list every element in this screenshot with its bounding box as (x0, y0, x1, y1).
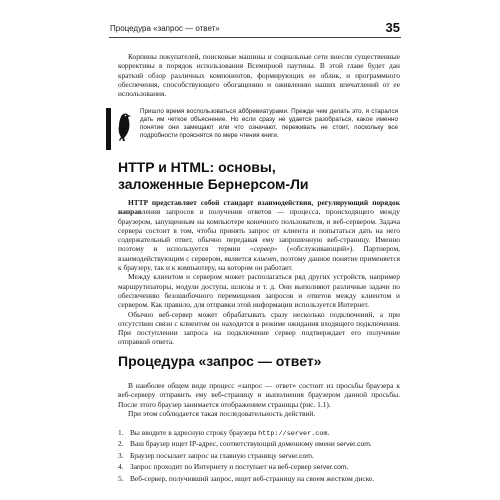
step-text: Запрос проходит по Интернету и поступает на веб-сервер server.com. (130, 462, 349, 472)
intro-text: Корпины покупателей, поисковые машины и социальные сети внесли существенные коррективы в порядок использования Всемирной паутины. В этой главе будет дан краткий обзор различных компонентов, формирующих ее облик, и программного обеспечения, способствующего обогащению и оживлению наших впечатлений от ее использования. (118, 52, 400, 99)
procedure-paragraph-2: При этом соблюдается такая последовательность действий. (128, 408, 316, 418)
heading-http-line2: заложенные Бернерсом-Ли (118, 176, 309, 192)
step-text: Браузер посылает запрос на главную страницу server.com. (130, 450, 314, 460)
heading-http-line1: HTTP и HTML: основы, (118, 159, 276, 175)
step-number: 1. (118, 428, 124, 437)
header-rule (109, 37, 401, 38)
step-code: server.com (336, 441, 370, 449)
step-number: 4. (118, 462, 124, 472)
note-text: Пришло время воспользоваться аббревиатурами. Прежде чем делать это, я старался дать им четкое объяснение. Но если сразу не удается разобраться, какое именно понятие они замещают или что означают, переживать не стоит, поскольку все подробности прояснятся по мере чтения книги. (140, 108, 398, 140)
procedure-section-body (118, 381, 400, 418)
step-number: 2. (118, 439, 124, 449)
http-definition: HTTP представляет собой стандарт взаимодействия, регулирующий порядок направ (118, 198, 400, 217)
step-number: 5. (118, 473, 124, 483)
list-item (118, 474, 400, 484)
step-text: Ваш браузер ищет IP-адрес, соответствующий доменному имени server.com. (130, 439, 372, 449)
intro-paragraph (118, 52, 400, 98)
note-box (106, 108, 402, 150)
heading-request-response: Процедура «запрос — ответ» (118, 353, 322, 369)
http-p1-text-3: , поэтому данное понятие применяется к браузеру, так и к компьютеру, на котором он работает. (118, 253, 400, 273)
list-item (118, 439, 400, 450)
list-item (118, 451, 400, 462)
http-paragraph-3: Обычно веб-сервер может обрабатывать сразу несколько подключений, а при отсутствии связи с клиентом он находится в режиме ожидания входящего подключения. При поступлении запроса на подключение сервер подтверждает его получение отправкой ответа. (118, 309, 400, 347)
step-text: Вы вводите в адресную строку браузера http://server.com. (130, 428, 330, 438)
step-text: Веб-сервер, получивший запрос, ищет веб-страницу на своем жестком диске. (130, 473, 375, 483)
term-server: «сервер» (249, 244, 278, 254)
step-code: server.com (313, 464, 347, 472)
http-p1-text: ления запросов и получения ответов — процесса, происходящего между браузером, запущенным на компьютере конечного пользователя, и веб-сервером. Задача сервера состоит в том, чтобы принять запрос от клиента и попытаться дать на него содержательный ответ, обычно передавая ему запрошенную веб-страницу. Именно поэтому и используется термин (118, 207, 400, 254)
http-p1-text-2: («обслуживающий»). Партнером, взаимодействующим с сервером, является (118, 244, 400, 263)
http-section-body (118, 198, 400, 347)
http-paragraph-2: Между клиентом и сервером может располагаться ряд других устройств, например маршрутизаторы, модули доступа, шлюзы и т. д. Они выполняют различные задачи по обеспечению безошибочного перемещения запросов и ответов между клиентом и сервером. Как правило, для отправки этой информации используется Интернет. (118, 272, 400, 310)
heading-http-html (118, 159, 398, 193)
step-code: server.com (278, 452, 312, 460)
step-number: 3. (118, 450, 124, 460)
list-item (118, 462, 400, 473)
term-client: клиент (253, 253, 277, 263)
running-head: Процедура «запрос — ответ» (110, 24, 220, 33)
http-paragraph-1 (118, 198, 400, 272)
steps-list (118, 428, 400, 484)
step-code: http://server.com (258, 430, 328, 438)
note-bar (106, 108, 111, 150)
procedure-paragraph-1: В наиболее общем виде процесс «запрос — ответ» состоит из просьбы браузера к веб-серверу отправить ему веб-страницу и выполнения браузером данной просьбы. После этого браузер занимается отображением страницы (рис. 1.1). (118, 381, 400, 409)
list-item (118, 428, 400, 439)
raven-icon (115, 112, 135, 142)
page-number: 35 (385, 20, 400, 35)
